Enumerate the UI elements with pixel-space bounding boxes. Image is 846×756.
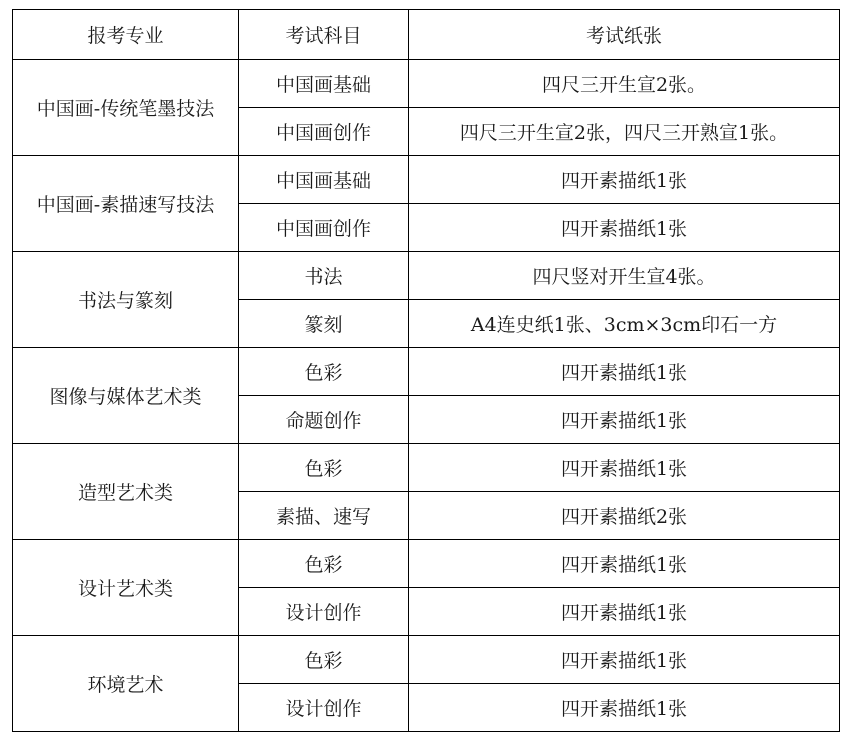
paper-cell: 四开素描纸1张: [409, 444, 840, 492]
table-row: [13, 540, 840, 588]
header-paper: 考试纸张: [409, 10, 840, 60]
paper-cell: 四开素描纸1张: [409, 348, 840, 396]
subject-cell: 色彩: [239, 444, 409, 492]
subject-cell: 素描、速写: [239, 492, 409, 540]
subject-cell: 书法: [239, 252, 409, 300]
subject-cell: 中国画创作: [239, 108, 409, 156]
table-row: [13, 252, 840, 300]
paper-cell: 四开素描纸1张: [409, 540, 840, 588]
major-cell: 造型艺术类: [13, 444, 239, 540]
table-row: [13, 156, 840, 204]
major-cell: 设计艺术类: [13, 540, 239, 636]
header-row: [13, 10, 840, 60]
major-cell: 图像与媒体艺术类: [13, 348, 239, 444]
subject-cell: 命题创作: [239, 396, 409, 444]
subject-cell: 设计创作: [239, 684, 409, 732]
paper-cell: 四尺三开生宣2张。: [409, 60, 840, 108]
paper-cell: A4连史纸1张、3cm×3cm印石一方: [409, 300, 840, 348]
paper-cell: 四尺三开生宣2张，四尺三开熟宣1张。: [409, 108, 840, 156]
paper-cell: 四开素描纸1张: [409, 636, 840, 684]
paper-cell: 四开素描纸1张: [409, 684, 840, 732]
table-row: [13, 348, 840, 396]
header-major: 报考专业: [13, 10, 239, 60]
subject-cell: 色彩: [239, 636, 409, 684]
table-row: [13, 636, 840, 684]
major-cell: 中国画-素描速写技法: [13, 156, 239, 252]
paper-cell: 四开素描纸1张: [409, 588, 840, 636]
table-row: [13, 444, 840, 492]
paper-cell: 四开素描纸1张: [409, 396, 840, 444]
paper-cell: 四尺竖对开生宣4张。: [409, 252, 840, 300]
exam-paper-table: [12, 9, 840, 732]
header-subject: 考试科目: [239, 10, 409, 60]
table-row: [13, 60, 840, 108]
paper-cell: 四开素描纸1张: [409, 156, 840, 204]
major-cell: 书法与篆刻: [13, 252, 239, 348]
subject-cell: 设计创作: [239, 588, 409, 636]
major-cell: 中国画-传统笔墨技法: [13, 60, 239, 156]
table-body: [13, 60, 840, 732]
major-cell: 环境艺术: [13, 636, 239, 732]
subject-cell: 篆刻: [239, 300, 409, 348]
paper-cell: 四开素描纸2张: [409, 492, 840, 540]
subject-cell: 中国画基础: [239, 60, 409, 108]
subject-cell: 色彩: [239, 348, 409, 396]
table-header: [13, 10, 840, 60]
subject-cell: 色彩: [239, 540, 409, 588]
paper-cell: 四开素描纸1张: [409, 204, 840, 252]
subject-cell: 中国画基础: [239, 156, 409, 204]
subject-cell: 中国画创作: [239, 204, 409, 252]
